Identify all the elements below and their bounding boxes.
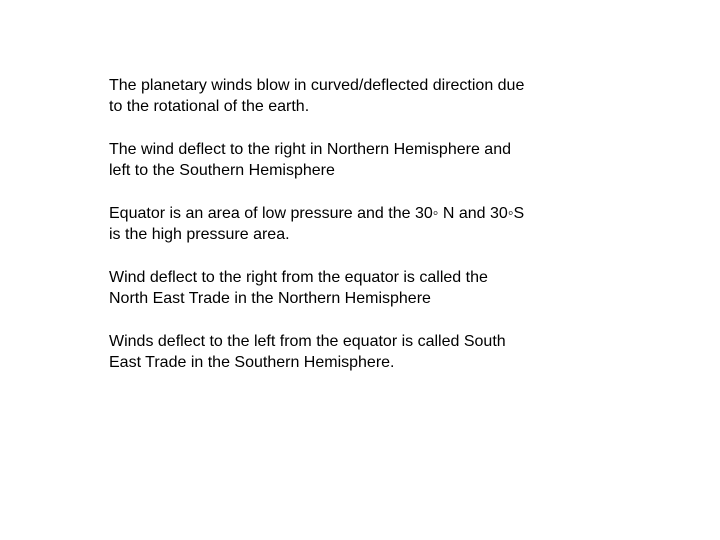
paragraph-4 [109, 267, 609, 309]
paragraph-line: left to the Southern Hemisphere [109, 162, 335, 179]
paragraph-line: Wind deflect to the right from the equator is called the [109, 269, 488, 286]
paragraph-line: East Trade in the Southern Hemisphere. [109, 354, 395, 371]
paragraph-line: Equator is an area of low pressure and the 30◦ N and 30◦S [109, 205, 525, 222]
paragraph-line: to the rotational of the earth. [109, 98, 310, 115]
paragraph-line: The wind deflect to the right in Northern Hemisphere and [109, 141, 511, 158]
paragraph-line: The planetary winds blow in curved/deflected direction due [109, 77, 525, 94]
paragraph-line: North East Trade in the Northern Hemisphere [109, 290, 431, 307]
paragraph-1 [109, 75, 609, 117]
paragraph-line: is the high pressure area. [109, 226, 290, 243]
paragraph-3 [109, 203, 609, 245]
paragraph-5 [109, 331, 609, 373]
text-body [109, 75, 609, 395]
paragraph-line: Winds deflect to the left from the equator is called South [109, 333, 506, 350]
paragraph-2 [109, 139, 609, 181]
